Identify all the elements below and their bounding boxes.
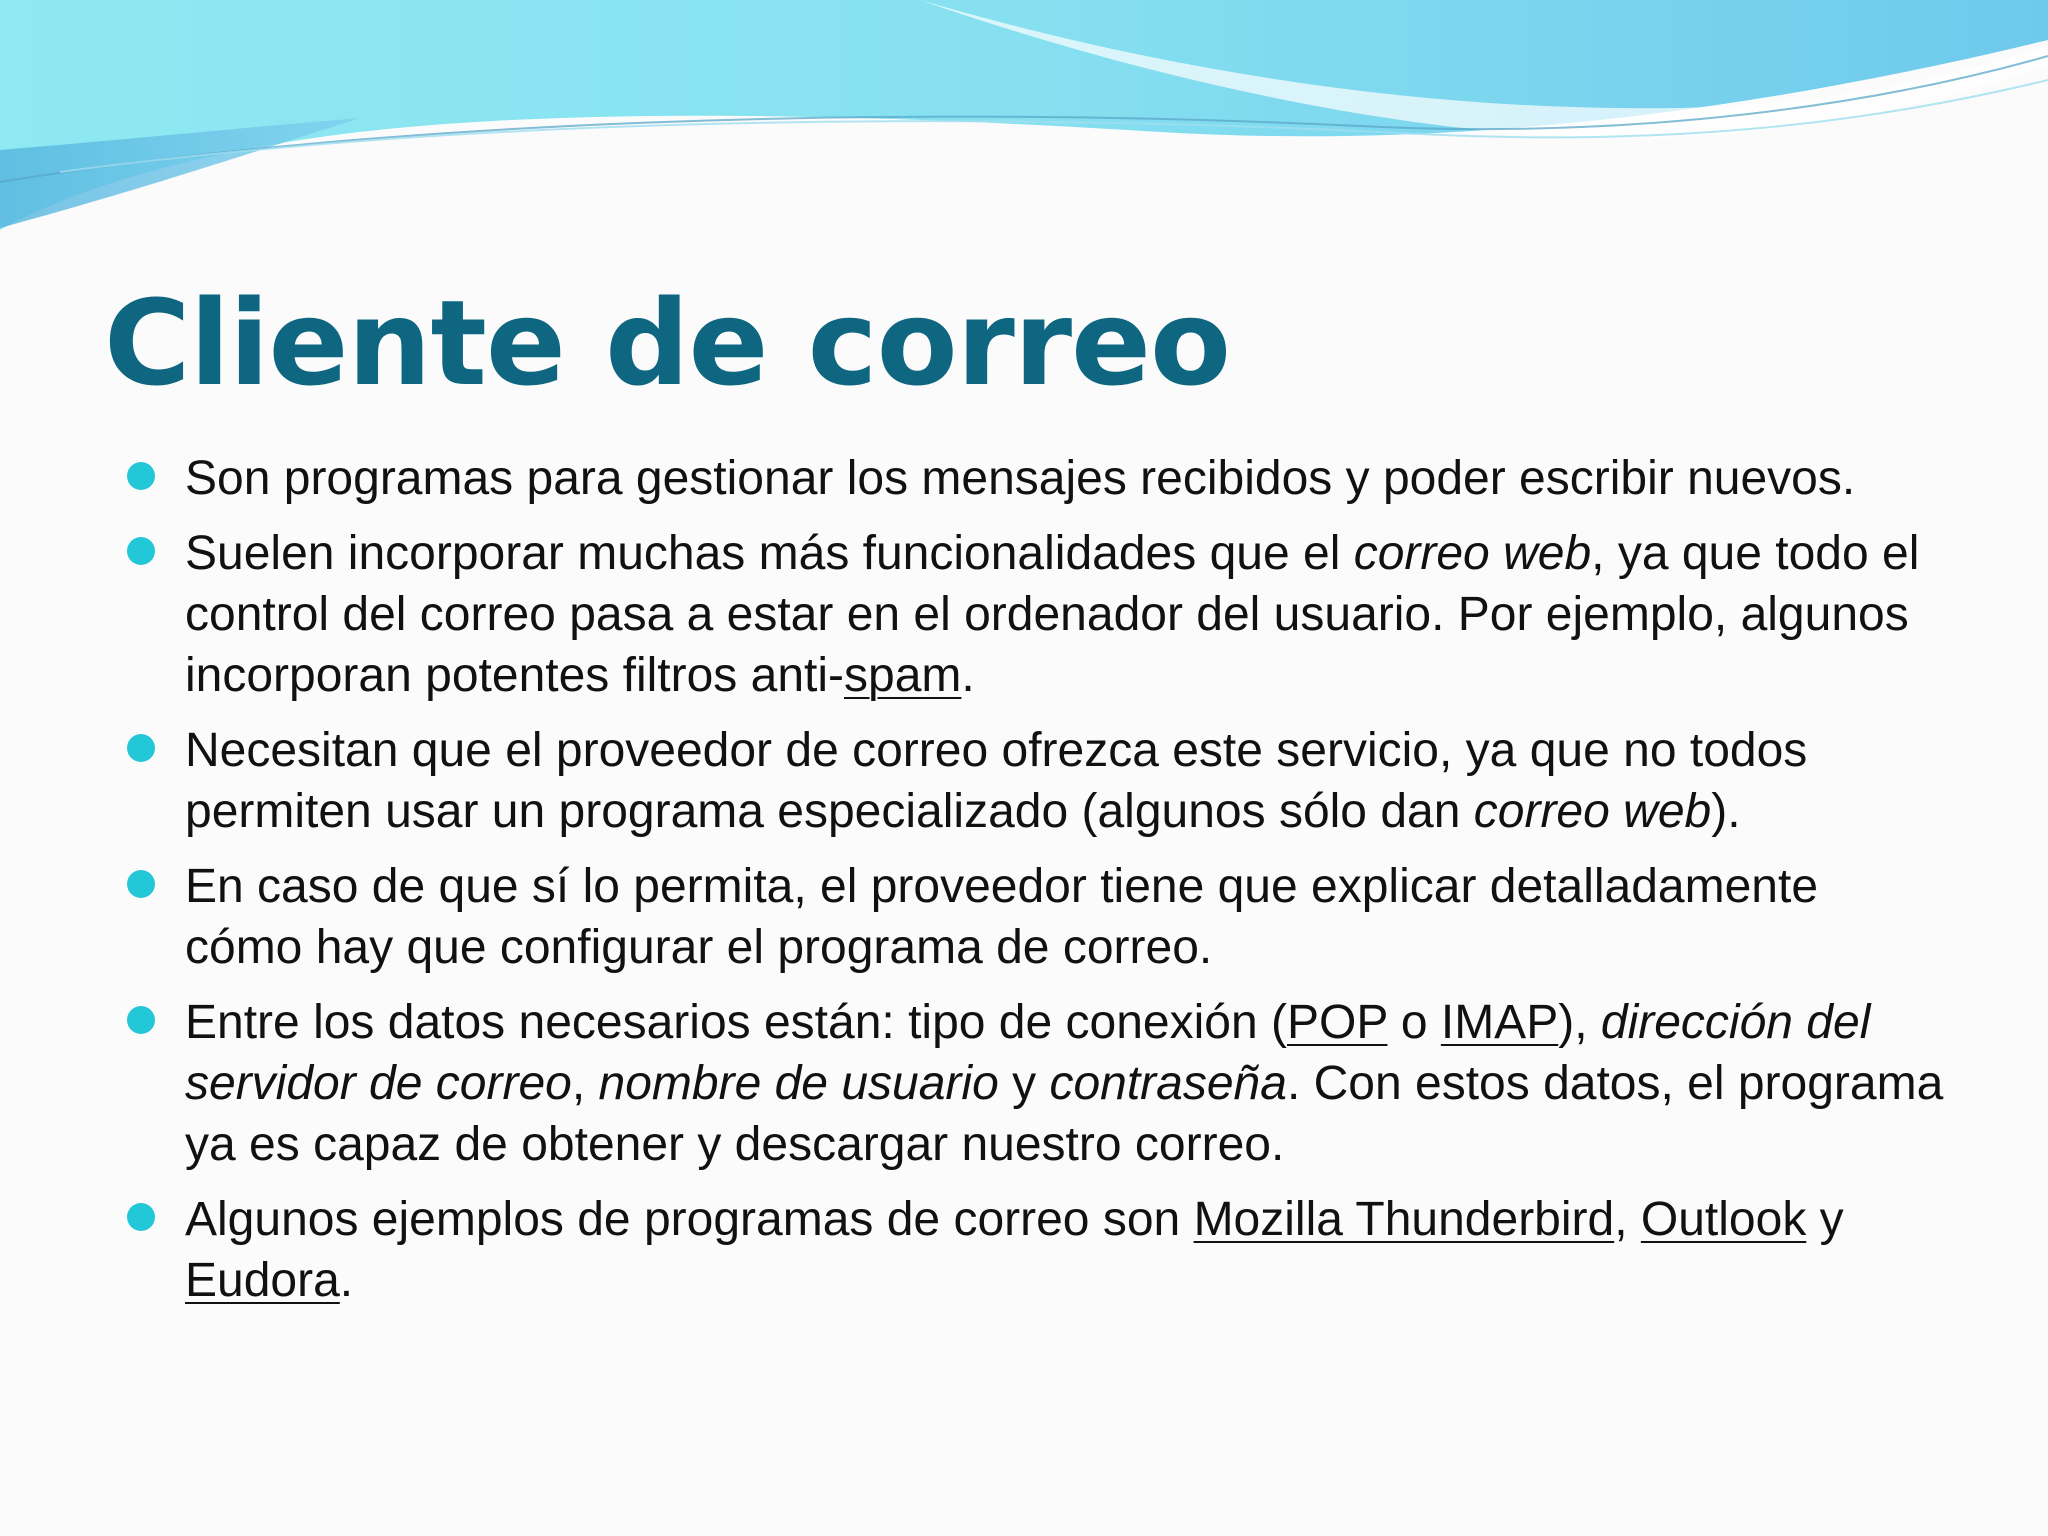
emphasis-text: nombre de usuario	[598, 1057, 999, 1110]
link-eudora[interactable]: Eudora	[185, 1254, 340, 1307]
bullet-text: ,	[571, 1057, 599, 1110]
bullet-text: Son programas para gestionar los mensajes recibidos y poder escribir nuevos.	[185, 452, 1856, 505]
emphasis-text: dirección del servidor de correo	[185, 996, 1871, 1110]
bullet-text: ).	[1711, 785, 1741, 838]
bullet-text: ,	[1614, 1193, 1641, 1246]
link-pop[interactable]: POP	[1286, 996, 1388, 1049]
link-imap[interactable]: IMAP	[1440, 996, 1559, 1049]
bullet-dot-icon	[127, 870, 155, 898]
emphasis-text: correo web	[1473, 785, 1712, 838]
bullet-dot-icon	[127, 734, 155, 762]
bullet-dot-icon	[127, 462, 155, 490]
bullet-text: y	[998, 1057, 1050, 1110]
bullet-text: En caso de que sí lo permita, el proveedor tiene que explicar detalladamente cómo hay que configurar el programa de correo.	[185, 860, 1819, 974]
bullet-dot-icon	[127, 1203, 155, 1231]
bullet-text: Necesitan que el proveedor de correo ofrezca este servicio, ya que no todos permiten usar un programa especializado (algunos sólo dan	[185, 724, 1808, 838]
link-outlook[interactable]: Outlook	[1640, 1193, 1807, 1246]
bullet-item	[127, 1189, 1947, 1311]
bullet-item	[127, 448, 1947, 509]
bullet-text: o	[1387, 996, 1441, 1049]
bullet-item	[127, 720, 1947, 842]
emphasis-text: contraseña	[1049, 1057, 1287, 1110]
bullet-text: .	[339, 1254, 354, 1307]
header-wave-decoration	[0, 0, 2048, 240]
bullet-text: Entre los datos necesarios están: tipo de conexión (	[185, 996, 1287, 1049]
bullet-dot-icon	[127, 1006, 155, 1034]
slide-title: Cliente de correo	[104, 274, 1231, 412]
bullet-item	[127, 523, 1947, 706]
bullet-text: . Con estos datos, el programa ya es capaz de obtener y descargar nuestro correo.	[185, 1057, 1944, 1171]
bullet-dot-icon	[127, 537, 155, 565]
emphasis-text: correo web	[1353, 527, 1592, 580]
link-spam[interactable]: spam	[844, 649, 962, 702]
link-mozilla-thunderbird[interactable]: Mozilla Thunderbird	[1193, 1193, 1615, 1246]
bullet-text: .	[961, 649, 975, 702]
bullet-text: Algunos ejemplos de programas de correo son	[185, 1193, 1194, 1246]
bullet-text: y	[1806, 1193, 1844, 1246]
bullet-item	[127, 992, 1947, 1175]
bullet-text: Suelen incorporar muchas más funcionalidades que el	[185, 527, 1354, 580]
bullet-list	[127, 448, 1947, 1325]
bullet-item	[127, 856, 1947, 978]
bullet-text: ),	[1558, 996, 1601, 1049]
bullet-text: , ya que todo el control del correo pasa a estar en el ordenador del usuario. Por ejemplo, algunos incorporan potentes filtros anti-	[185, 527, 1920, 702]
